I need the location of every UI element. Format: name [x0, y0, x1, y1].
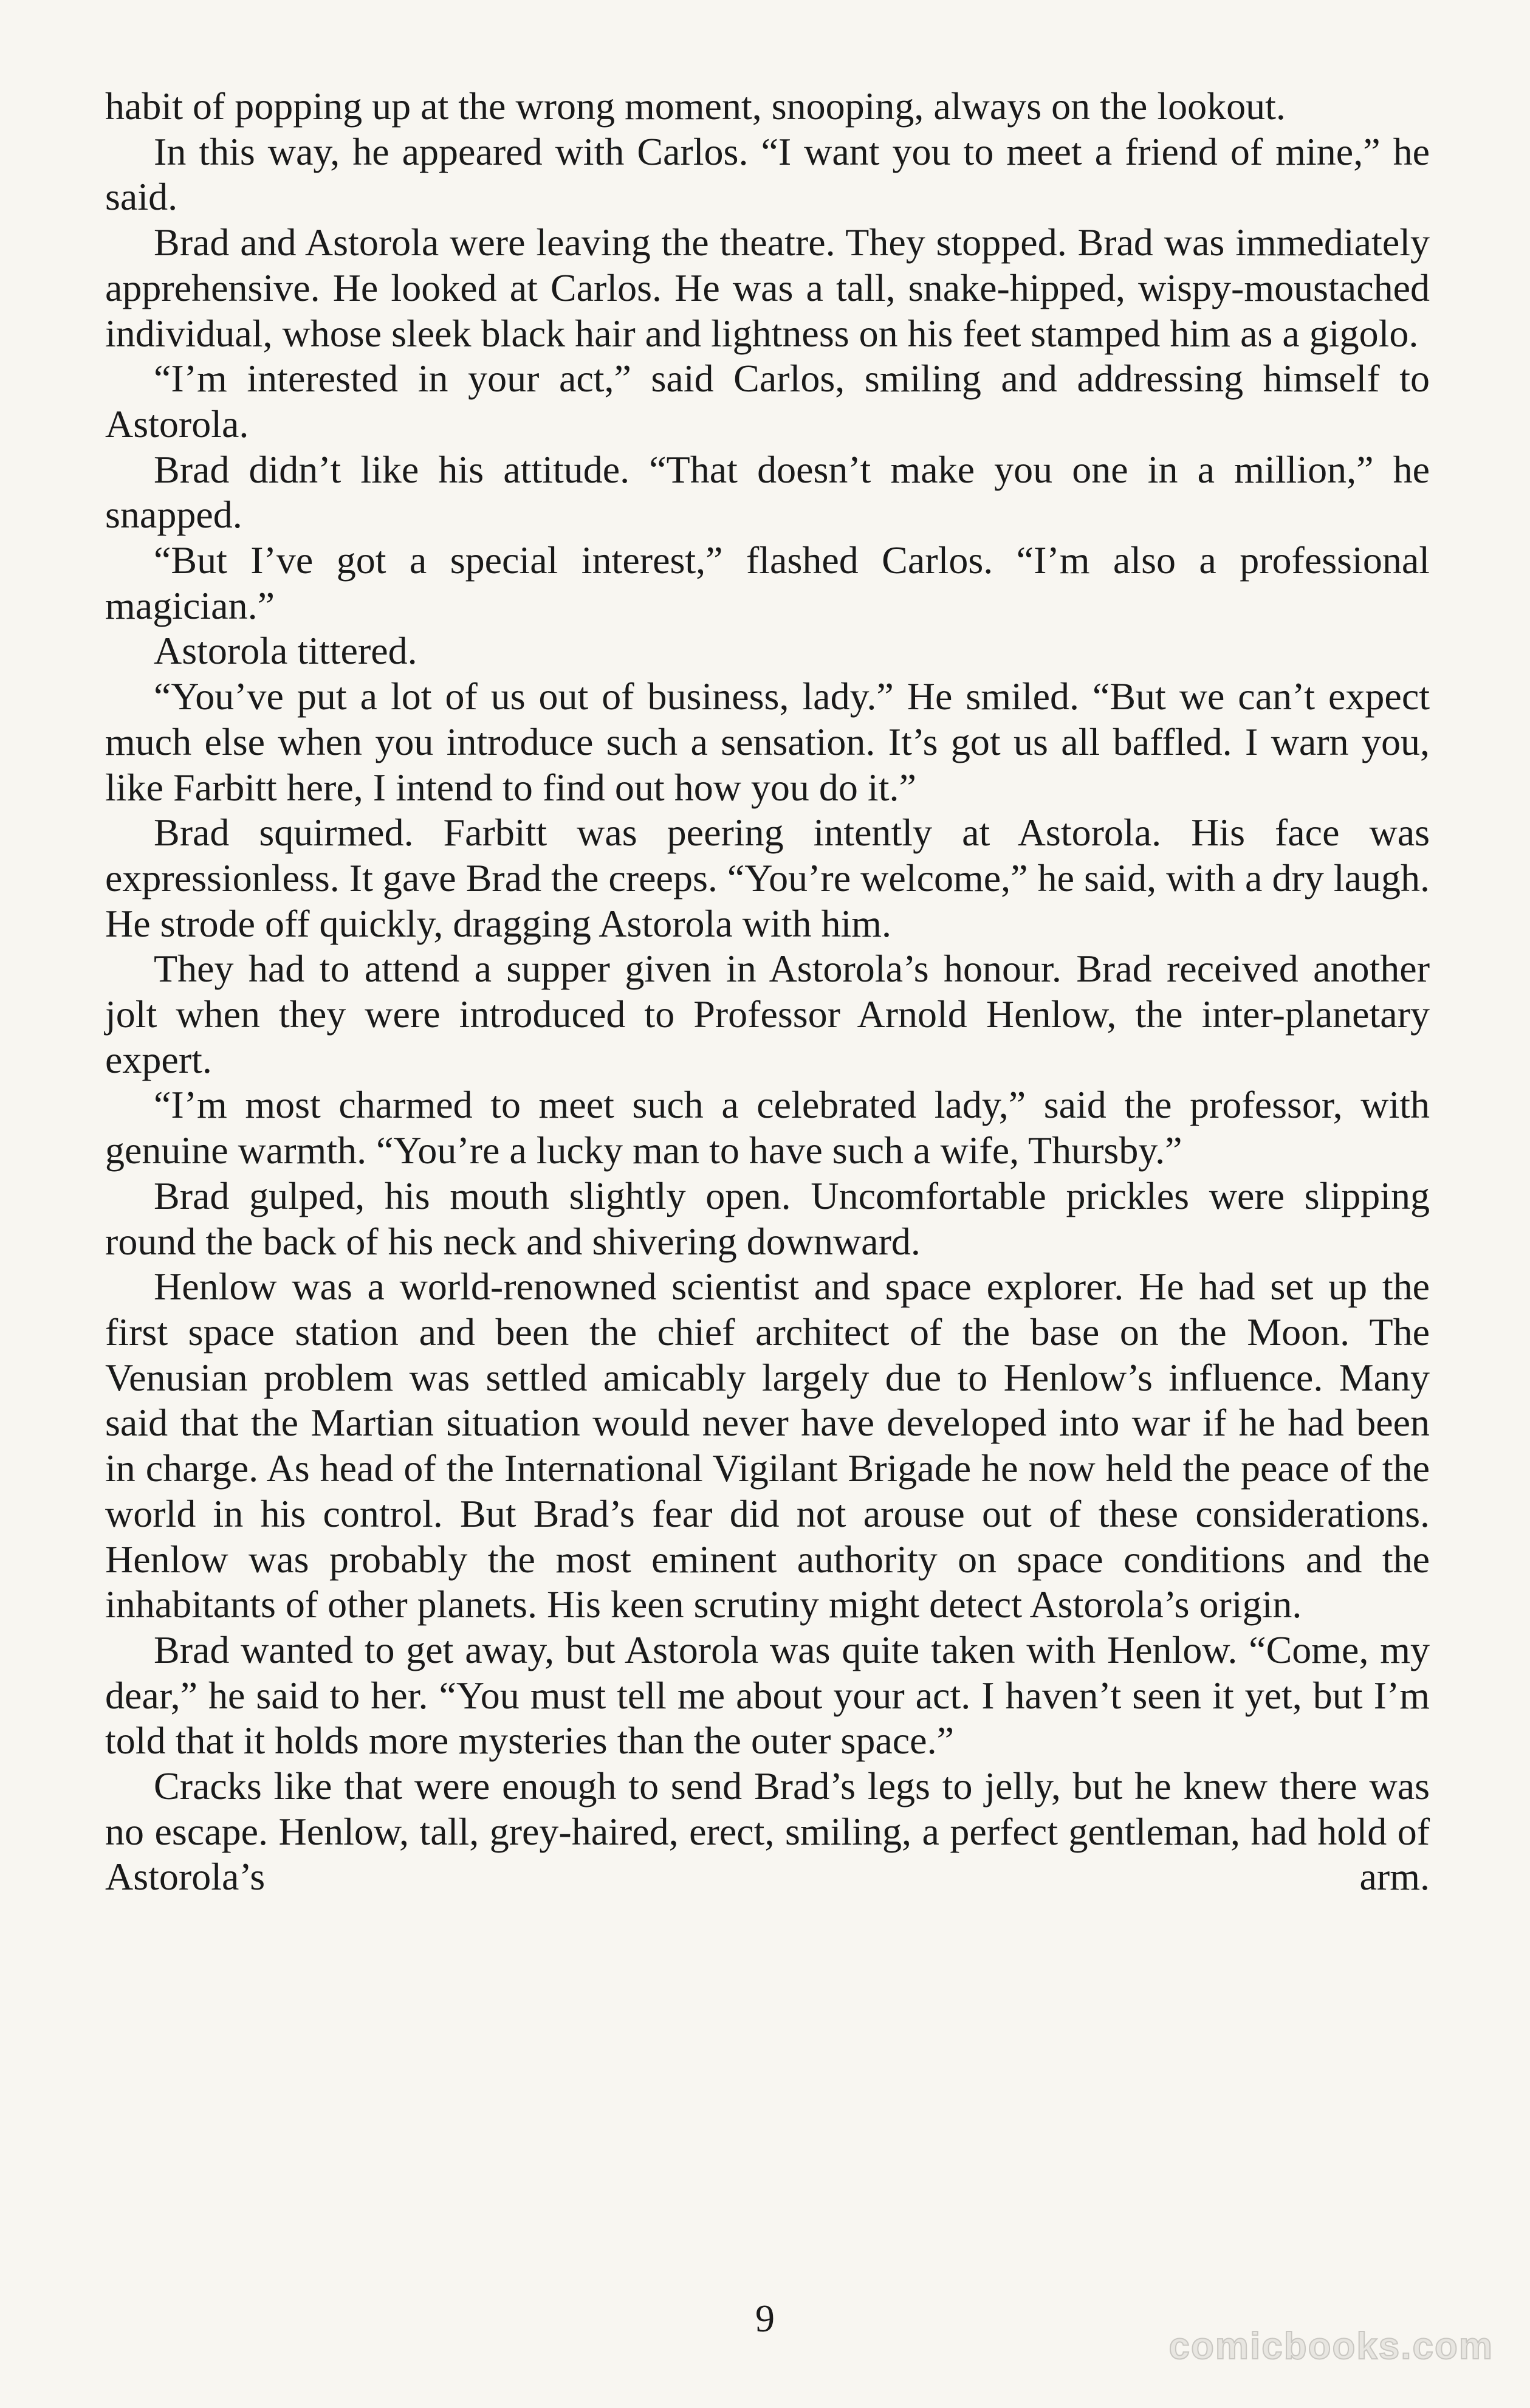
body-text — [105, 84, 1430, 1900]
paragraph: “You’ve put a lot of us out of business, lady.” He smiled. “But we can’t expect much else when you introduce such a sensation. It’s got us all baffled. I warn you, like Farbitt here, I intend to find out how you do it.” — [105, 675, 1430, 809]
paragraph: “I’m interested in your act,” said Carlos, smiling and addressing himself to Astorola. — [105, 357, 1430, 445]
paragraph: They had to attend a supper given in Astorola’s honour. Brad received another jolt when they were introduced to Professor Arnold Henlow, the inter-planetary expert. — [105, 947, 1430, 1081]
paragraph: Brad wanted to get away, but Astorola was quite taken with Henlow. “Come, my dear,” he said to her. “You must tell me about your act. I haven’t seen it yet, but I’m told that it holds more mysteries than the outer space.” — [105, 1628, 1430, 1763]
paragraph: “I’m most charmed to meet such a celebrated lady,” said the professor, with genuine warmth. “You’re a lucky man to have such a wife, Thursby.” — [105, 1083, 1430, 1172]
paragraph: Brad didn’t like his attitude. “That doesn’t make you one in a million,” he snapped. — [105, 447, 1430, 537]
paragraph: Brad and Astorola were leaving the theatre. They stopped. Brad was immediately apprehensive. He looked at Carlos. He was a tall, snake-hipped, wispy-moustached individual, whose sleek black hair and lightness on his feet stamped him as a gigolo. — [105, 221, 1430, 355]
paragraph: Henlow was a world-renowned scientist and space explorer. He had set up the first space station and been the chief architect of the base on the Moon. The Venusian problem was settled amicably largely due to Henlow’s influence. Many said that the Martian situation would never have developed into war if he had been in charge. As head of the International Vigilant Brigade he now held the peace of the world in his control. But Brad’s fear did not arouse out of these considerations. Henlow was probably the most eminent authority on space conditions and the inhabitants of other planets. His keen scrutiny might detect Astorola’s origin. — [105, 1265, 1430, 1626]
paragraph: Cracks like that were enough to send Brad’s legs to jelly, but he knew there was no escape. Henlow, tall, grey-haired, erect, smiling, a perfect gentleman, had hold of Astorola’s arm. — [105, 1764, 1430, 1899]
paragraph: “But I’ve got a special interest,” flashed Carlos. “I’m also a professional magician.” — [105, 538, 1430, 627]
paragraph: Astorola tittered. — [154, 629, 417, 673]
paragraph: In this way, he appeared with Carlos. “I want you to meet a friend of mine,” he said. — [105, 129, 1430, 219]
paragraph: habit of popping up at the wrong moment, snooping, always on the lookout. — [105, 84, 1286, 128]
paragraph: Brad gulped, his mouth slightly open. Uncomfortable prickles were slipping round the back of his neck and shivering downward. — [105, 1174, 1430, 1263]
watermark: comicbooks.com — [1168, 2325, 1494, 2367]
paragraph: Brad squirmed. Farbitt was peering intently at Astorola. His face was expressionless. It gave Brad the creeps. “You’re welcome,” he said, with a dry laugh. He strode off quickly, dragging Astorola with him. — [105, 811, 1430, 945]
page-number: 9 — [755, 2297, 775, 2340]
